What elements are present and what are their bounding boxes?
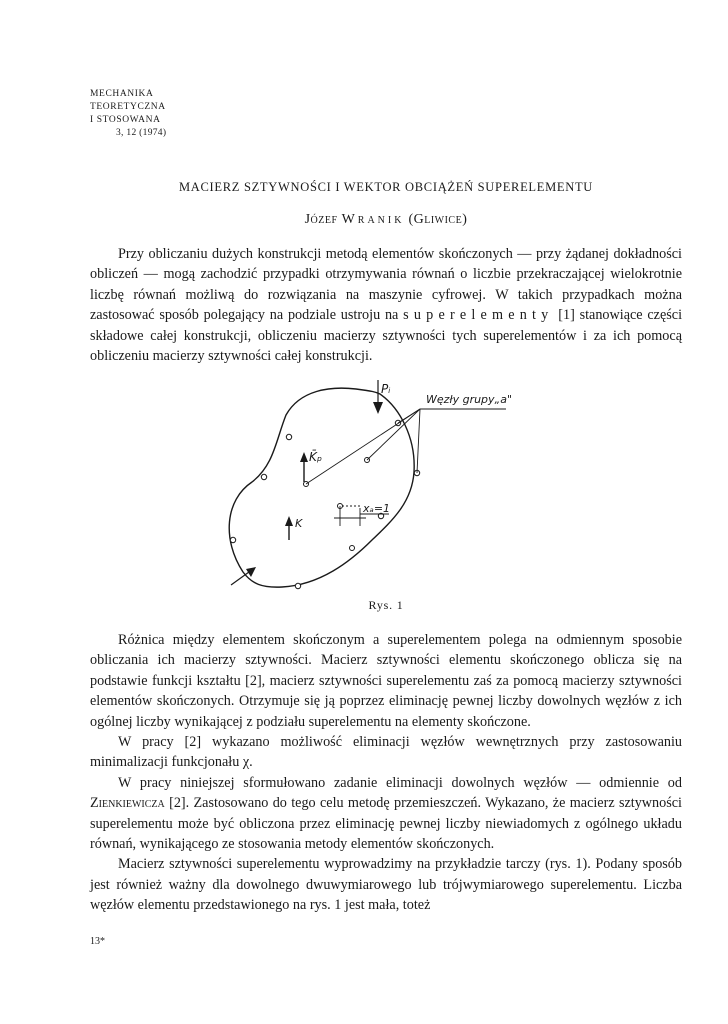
cited-author: Zienkiewicza xyxy=(90,795,165,812)
label-k: K xyxy=(295,517,303,530)
author-affiliation: (Gliwice) xyxy=(408,212,468,227)
label-node-group: Węzły grupy„a" xyxy=(426,393,513,406)
journal-issue: 3, 12 (1974) xyxy=(116,128,167,138)
leader-lines xyxy=(306,409,506,484)
force-arrow-k xyxy=(285,516,293,540)
force-arrow-kp xyxy=(300,452,308,482)
interior-nodes xyxy=(304,458,370,551)
body-paragraph-3-part2: [2]. Zastosowano do tego celu metodę przemieszczeń. Wykazano, że macierz sztywności superelementu może być obliczona przez eliminację pewnej liczby niewiadomych z ogólnego układu równań, wynikającego ze stosowania metody elementów skończonych. xyxy=(90,795,682,853)
label-kp: K̄ₚ xyxy=(309,450,323,464)
incoming-arrow xyxy=(231,567,256,585)
body-paragraph-3-part1: W pracy niniejszej sformułowano zadanie eliminacji dowolnych węzłów — odmiennie od xyxy=(118,774,682,791)
node-boundary xyxy=(295,583,300,588)
intro-text-part2: [1] stanowiące części składowe całej konstrukcji, obliczeniu macierzy sztywności tych superelementów i za ich pomocą obliczeniu macierzy sztywności całej konstrukcji. xyxy=(90,307,683,365)
body-paragraph-3 xyxy=(90,773,682,855)
author-surname: Wranik xyxy=(341,212,405,227)
label-xa: xₐ=1 xyxy=(363,502,391,515)
author-first-name: Józef xyxy=(304,212,338,227)
page-number: 13* xyxy=(90,936,105,947)
intro-text-part1: Przy obliczaniu dużych konstrukcji metodą elementów skończonych — przy żądanej dokładności obliczeń — mogą zachodzić przypadki otrzymywania równań o liczbie przekraczającej wielokrotnie liczbę równań możliwą do rozwiązania na maszynie cyfrowej. W takich przypadkach można zastosować sposób polegający na podziale ustroju na xyxy=(90,246,682,324)
body-paragraph-2: W pracy [2] wykazano możliwość eliminacji węzłów wewnętrznych przy zastosowaniu minimalizacji funkcjonału χ. xyxy=(90,734,682,771)
superelement-outline xyxy=(229,388,414,587)
article-title: MACIERZ SZTYWNOŚCI I WEKTOR OBCIĄŻEŃ SUPERELEMENTU xyxy=(178,180,594,194)
body-paragraph-1: Różnica między elementem skończonym a superelementem polega na odmiennym sposobie obliczania ich macierzy sztywności. Macierz sztywności elementu skończonego oblicza się na podstawie funkcji kształtu [2], macierz sztywności superelementu zaś za pomocą macierzy sztywności elementów skończonych. Otrzymuje się ją poprzez eliminację pewnej liczby dowolnych węzłów z ich ogólnej liczby wynikającej z podziału superelementu na elementy skończone. xyxy=(90,632,682,730)
journal-name-line1: MECHANIKA xyxy=(90,89,154,99)
intro-emphasis: superelementy xyxy=(403,307,554,324)
label-pi: Pᵢ xyxy=(381,382,391,396)
node-interior xyxy=(350,546,355,551)
body-section xyxy=(90,630,682,916)
boundary-nodes xyxy=(230,420,419,588)
figure-caption: Rys. 1 xyxy=(368,598,404,612)
node-boundary xyxy=(230,537,235,542)
journal-name-line3: I STOSOWANA xyxy=(90,115,161,125)
journal-name-line2: TEORETYCZNA xyxy=(90,102,166,112)
node-boundary xyxy=(286,434,291,439)
body-paragraph-4: Macierz sztywności superelementu wyprowadzimy na przykładzie tarczy (rys. 1). Podany sposób jest również ważny dla dowolnego dwuwymiarowego lub trójwymiarowego superelementu. Liczba węzłów elementu przedstawionego na rys. 1 jest mała, toteż xyxy=(90,856,682,914)
node-boundary xyxy=(261,474,266,479)
